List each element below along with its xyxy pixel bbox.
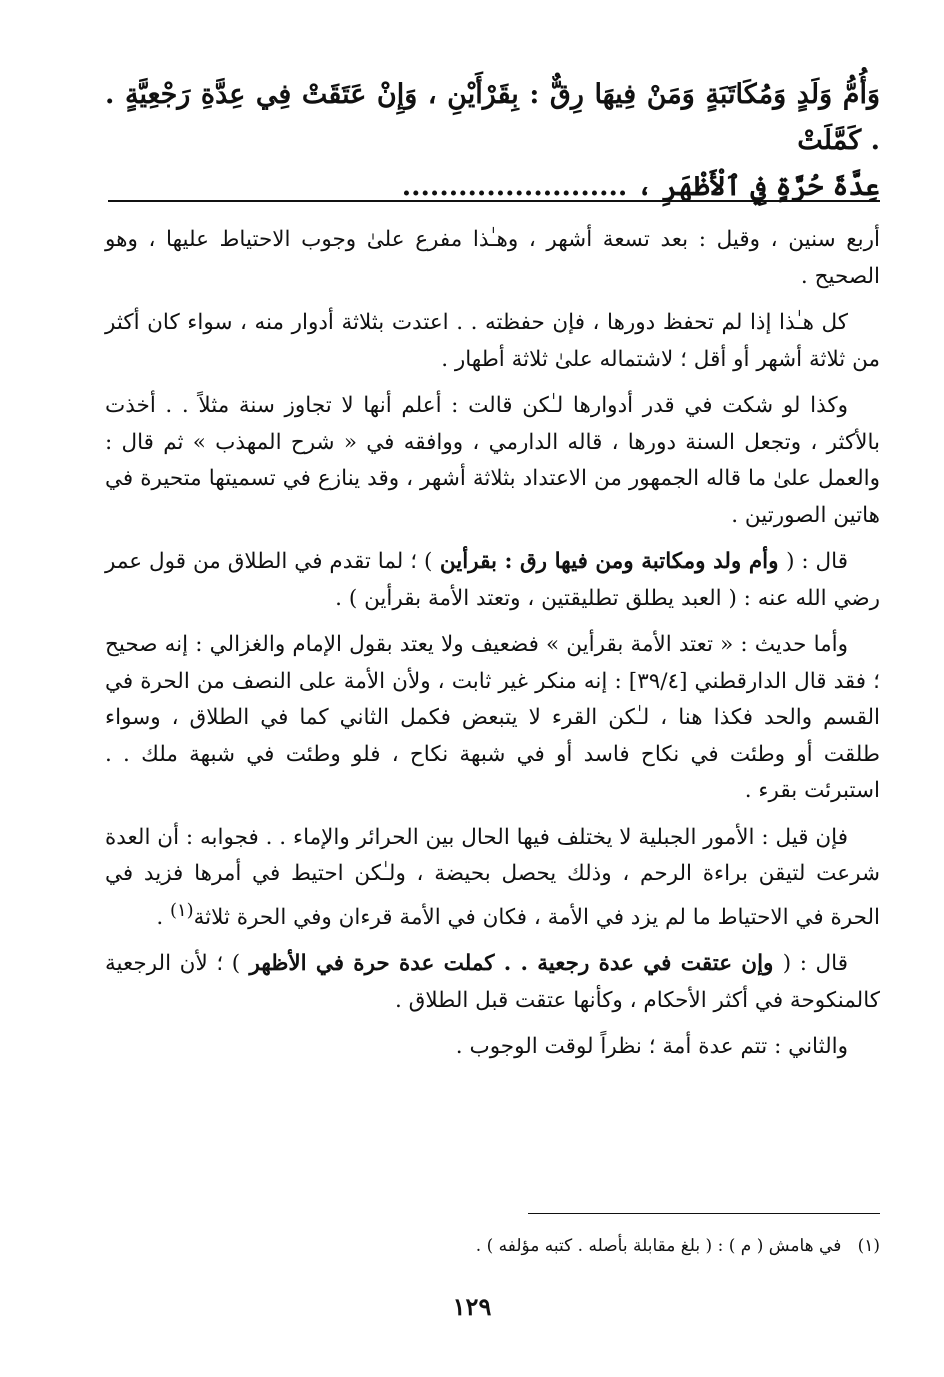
paragraph-2: كل هـٰذا إذا لم تحفظ دورها ، فإن حفظته . . اعتدت بثلاثة أدوار منه ، سواء كان أكثر من ثلاثة أشهر أو أقل ؛ لاشتماله علىٰ ثلاثة أطهار . (105, 310, 880, 372)
footnote-marker: (١) (857, 1236, 880, 1256)
paragraph-1: أربع سنين ، وقيل : بعد تسعة أشهر ، وهـٰذا مفرع علىٰ وجوب الاحتياط عليها ، وهو الصحيح . (105, 227, 880, 289)
paragraph-7-quote: وإن عتقت في عدة رجعية . . كملت عدة حرة في الأظهر (240, 951, 783, 977)
matn-divider (108, 200, 880, 202)
matn-dots: ........................ (401, 171, 628, 202)
paragraph-7 (105, 946, 880, 1019)
matn-line-1: وَأُمُّ وَلَدٍ وَمُكَاتَبَةٍ وَمَنْ فِيهَا رِقٌّ : بِقَرْأَيْنِ ، وَإِنْ عَتَقَتْ فِي عِدَّةِ رَجْعِيَّةٍ . . كَمَّلَتْ (105, 79, 880, 156)
footnote-reference: (١) (170, 899, 194, 921)
matn-line-2 (105, 164, 880, 210)
paragraph-7-start: قال : ( (782, 951, 849, 977)
paragraph-4-rest: ) ؛ لما تقدم في الطلاق من قول عمر رضي الله عنه : ( العبد يطلق تطليقتين ، وتعتد الأمة بقرأين ) . (105, 549, 880, 611)
footnote-text: في هامش ( م ) : ( بلغ مقابلة بأصله . كتبه مؤلفه ) . (475, 1236, 842, 1256)
paragraph-6-end: . (156, 904, 171, 930)
footnote-divider (528, 1213, 880, 1214)
main-text-matn (105, 72, 880, 210)
commentary-sharh (105, 222, 880, 1076)
footnote (105, 1232, 880, 1260)
paragraph-7-rest: ) ؛ لأن الرجعية كالمنكوحة في أكثر الأحكام ، وكأنها عتقت قبل الطلاق . (105, 951, 880, 1013)
paragraph-8: والثاني : تتم عدة أمة ؛ نظراً لوقت الوجوب . (455, 1034, 848, 1060)
paragraph-6-text: فإن قيل : الأمور الجبلية لا يختلف فيها الحال بين الحرائر والإماء . . فجوابه : أن العدة شرعت لتيقن براءة الرحم ، وذلك يحصل بحيضة ، ولـٰكن احتيط في أمرها فزيد في الحرة في الاحتياط ما لم يزد في الأمة ، فكان في الأمة قرءان وفي الحرة ثلاثة (105, 824, 880, 930)
paragraph-4-start: قال : ( (786, 549, 849, 574)
matn-line-2-text: عِدَّةَ حُرَّةٍ فِي ٱلْأَظْهَرِ ، (636, 171, 880, 202)
paragraph-6 (105, 820, 880, 937)
paragraph-3: وكذا لو شكت في قدر أدوارها لـٰكن قالت : أعلم أنها لا تجاوز سنة مثلاً . . أخذت بالأكثر ، وتجعل السنة دورها ، قاله الدارمي ، ووافقه في « شرح المهذب » ثم قال : والعمل علىٰ ما قاله الجمهور من الاعتداد بثلاثة أشهر ، وقد ينازع في تسميتها متحيرة في هاتين الصورتين . (105, 393, 880, 528)
page-number: ١٢٩ (452, 1292, 492, 1321)
paragraph-4-quote: وأم ولد ومكاتبة ومن فيها رق : بقرأين (432, 549, 787, 574)
paragraph-5: وأما حديث : « تعتد الأمة بقرأين » فضعيف ولا يعتد بقول الإمام والغزالي : إنه صحيح ؛ فقد قال الدارقطني [٣٩/٤] : إنه منكر غير ثابت ، ولأن الأمة على النصف من الحرة في القسم والحد فكذا هنا ، لـٰكن القرء لا يتبعض فكمل الثاني كما في الطلاق ، وسواء طلقت أو وطئت في نكاح فاسد أو في شبهة نكاح ، فلو وطئت في شبهة ملك . . استبرئت بقرء . (105, 632, 881, 803)
paragraph-4 (105, 544, 880, 617)
